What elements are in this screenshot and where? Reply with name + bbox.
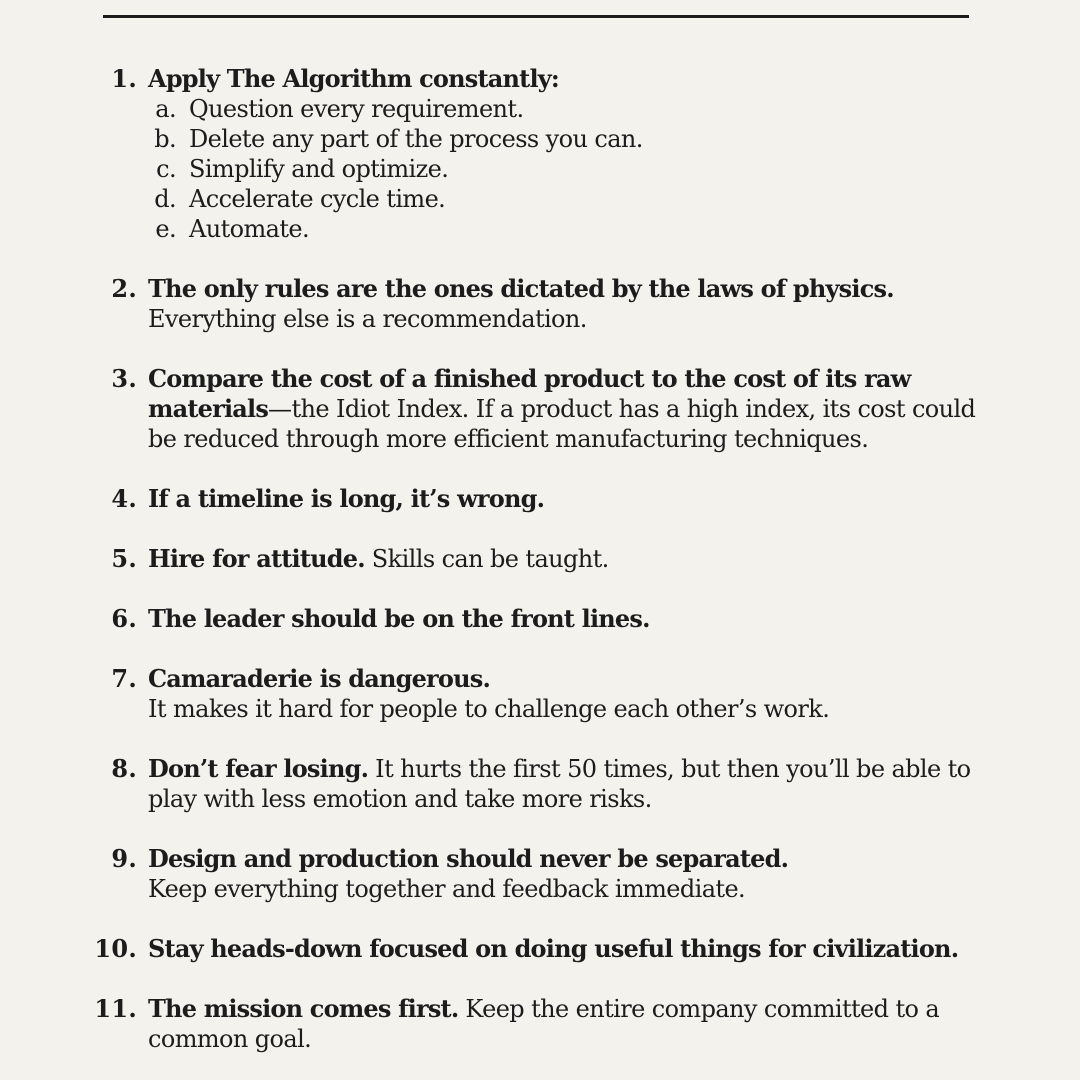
rule-text: play with less emotion and take more risks. xyxy=(148,785,652,813)
rule-body xyxy=(148,934,998,964)
rule-text: Skills can be taught. xyxy=(364,545,609,573)
rule-title: The mission comes first. xyxy=(148,994,459,1023)
rule-title: Don’t fear losing. xyxy=(148,754,369,783)
rule-number: 3. xyxy=(111,364,137,393)
substep xyxy=(148,214,998,244)
rule-title: The leader should be on the front lines. xyxy=(148,604,650,633)
rule-text-line xyxy=(148,544,998,574)
rule-title: Compare the cost of a finished product to the cost of its raw xyxy=(148,364,911,393)
rule-body xyxy=(148,844,998,904)
substep-letter: b. xyxy=(154,125,176,153)
rule-text: Keep the entire company committed to a xyxy=(458,995,940,1023)
substep-text: Question every requirement. xyxy=(189,95,524,123)
rule-title: Design and production should never be separated. xyxy=(148,844,789,873)
rule-number: 4. xyxy=(111,484,137,513)
rule-title: Apply The Algorithm constantly: xyxy=(148,64,559,93)
rule-title: If a timeline is long, it’s wrong. xyxy=(148,484,545,513)
rule-text: be reduced through more efficient manufacturing techniques. xyxy=(148,425,869,453)
rule-body xyxy=(148,754,998,814)
rule-text-line xyxy=(148,754,998,784)
rule-number: 1. xyxy=(111,64,137,93)
rule-text: Everything else is a recommendation. xyxy=(148,305,587,333)
rule-text-line xyxy=(148,394,998,424)
rule-number: 7. xyxy=(111,664,137,693)
substep xyxy=(148,94,998,124)
rule-text: It makes it hard for people to challenge each other’s work. xyxy=(148,695,830,723)
rule-text-line xyxy=(148,994,998,1024)
rule-text: It hurts the first 50 times, but then you’ll be able to xyxy=(368,755,971,783)
rule-title: The only rules are the ones dictated by the laws of physics. xyxy=(148,274,894,303)
rule-title: Stay heads-down focused on doing useful things for civilization. xyxy=(148,934,959,963)
top-divider xyxy=(103,15,969,18)
rule-number: 11. xyxy=(94,994,137,1023)
rule-body xyxy=(148,544,998,574)
rule-title: Camaraderie is dangerous. xyxy=(148,664,491,693)
rule-text: common goal. xyxy=(148,1025,312,1053)
rule-title: materials xyxy=(148,394,269,423)
rule-title: Hire for attitude. xyxy=(148,544,365,573)
rule-text: —the Idiot Index. If a product has a high index, its cost could xyxy=(268,395,976,423)
substep-text: Delete any part of the process you can. xyxy=(189,125,643,153)
rule-number: 6. xyxy=(111,604,137,633)
substep-text: Accelerate cycle time. xyxy=(189,185,446,213)
rule-body xyxy=(148,364,998,454)
rule-body xyxy=(148,664,998,724)
rule-body xyxy=(148,484,998,514)
rule-body xyxy=(148,274,998,334)
rule-number: 5. xyxy=(111,544,137,573)
substep xyxy=(148,154,998,184)
rule-number: 2. xyxy=(111,274,137,303)
rule-body xyxy=(148,604,998,634)
rule-text: Keep everything together and feedback immediate. xyxy=(148,875,746,903)
substep-letter: c. xyxy=(156,155,176,183)
substep-text: Automate. xyxy=(189,215,310,243)
substep-text: Simplify and optimize. xyxy=(189,155,449,183)
substep xyxy=(148,124,998,154)
rule-body xyxy=(148,64,998,244)
substep-letter: a. xyxy=(155,95,176,123)
substep xyxy=(148,184,998,214)
rule-number: 9. xyxy=(111,844,137,873)
rule-body xyxy=(148,994,998,1054)
substep-letter: d. xyxy=(154,185,176,213)
substep-letter: e. xyxy=(155,215,176,243)
rule-number: 8. xyxy=(111,754,137,783)
rule-number: 10. xyxy=(94,934,137,963)
